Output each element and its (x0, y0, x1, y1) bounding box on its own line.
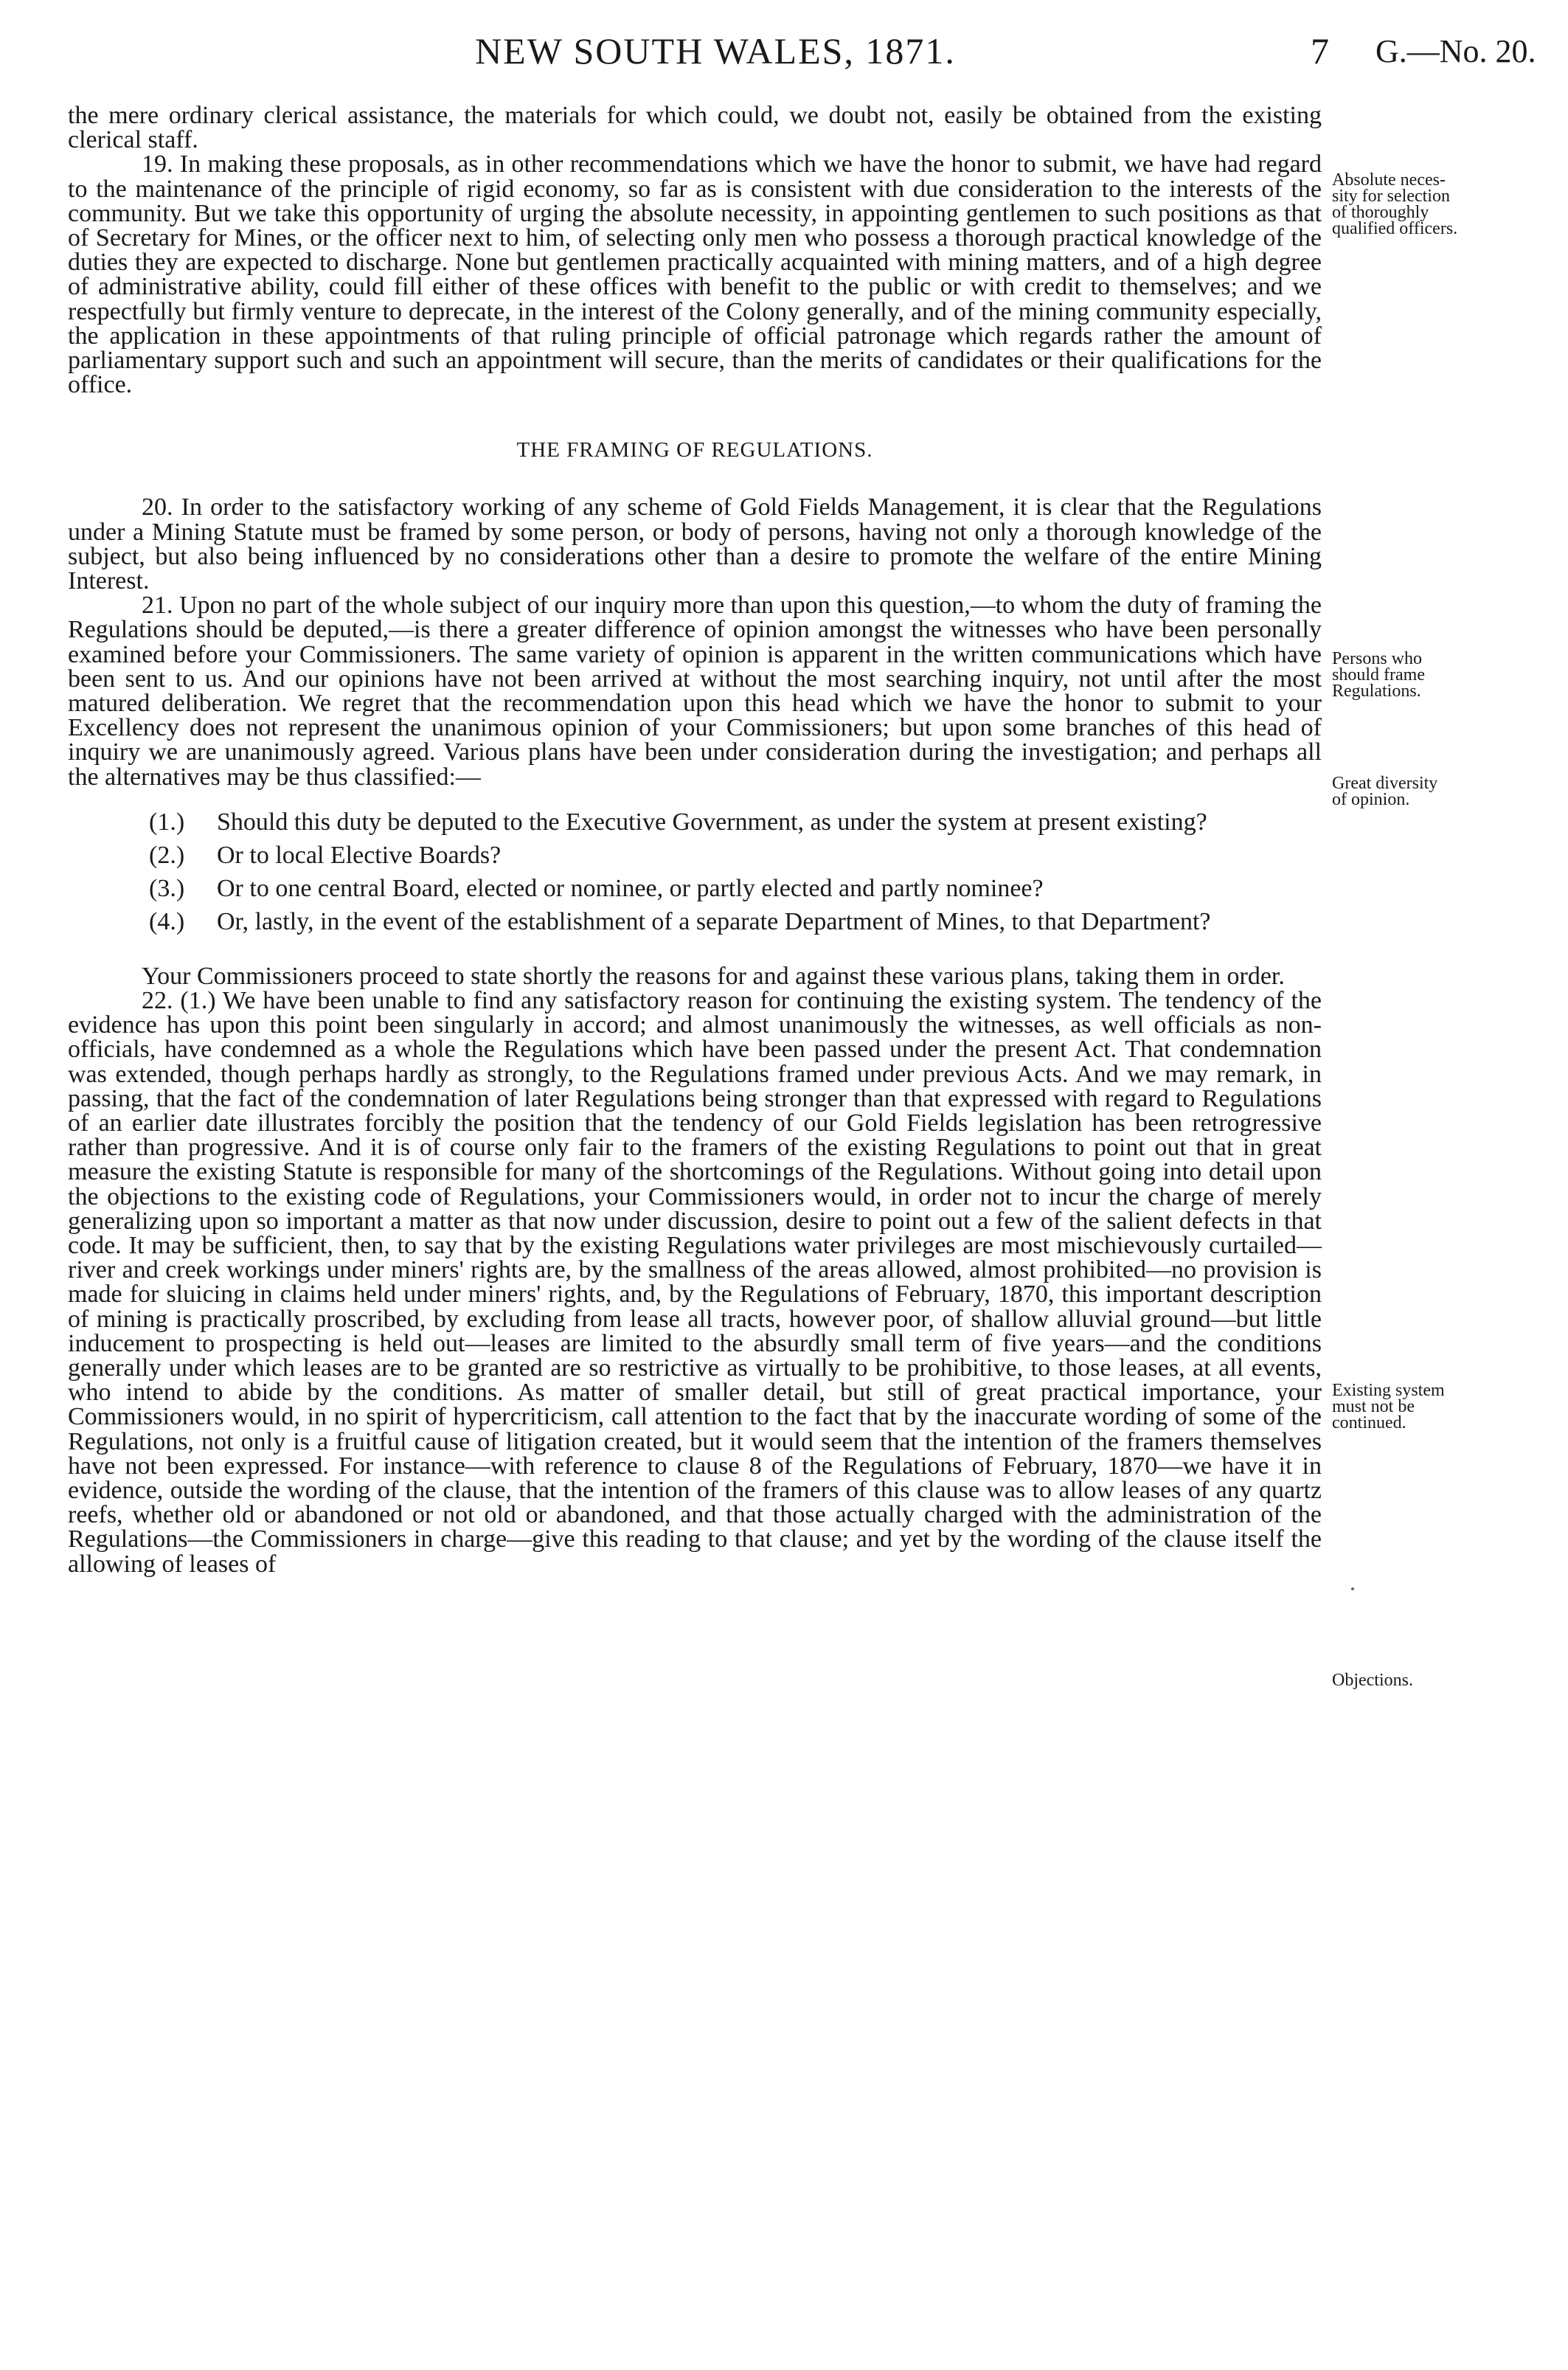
list-item-number: (3.) (149, 875, 185, 903)
paragraph-21: 21. Upon no part of the whole subject of our inquiry more than upon this question,—to whom the duty of framing the Regulations should be deputed,—is there a greater difference of opinion amongst the witnesses who have been personally examined before your Commissioners. The same variety of opinion is apparent in the written communications which have been sent to us. And our opinions have not been arrived at without the most searching inquiry, not until after the most matured deliberation. We regret that the recommendation upon this head which we have the honor to submit to your Excellency does not represent the unanimous opinion of your Commissioners; but upon some branches of this head of inquiry we are unanimously agreed. Various plans have been under consideration during the investigation; and perhaps all the alternatives may be thus classified:— (68, 592, 1322, 791)
page-header (0, 30, 1568, 81)
list-item (68, 842, 1322, 870)
document-reference: G.—No. 20. (1376, 33, 1536, 69)
paragraph-20: 20. In order to the satisfactory working of any scheme of Gold Fields Management, it is clear that the Regulations under a Mining Statute must be framed by some person, or body of persons, having not only a thorough knowledge of the subject, but also being influenced by no considerations other than a desire to promote the welfare of the entire Mining Interest. (68, 493, 1322, 595)
list-item-number: (4.) (149, 908, 185, 936)
margin-note-existing-system: Existing system must not be continued. (1332, 1381, 1445, 1432)
alternatives-list (68, 810, 1322, 935)
paragraph-22: 22. (1.) We have been unable to find any satisfactory reason for continuing the existing system. The tendency of the evidence has upon this point been singularly in accord; and almost unanimously the witnesses, as well officials as non-officials, have condemned as a whole the Regulations which have been passed under the present Act. That condemnation was extended, though perhaps hardly as strongly, to the Regulations framed under previous Acts. And we may remark, in passing, that the fact of the condemnation of later Regulations being stronger than that expressed with regard to Regulations of an earlier date illustrates forcibly the position that the tendency of our Gold Fields legislation has been retrogressive rather than progressive. And it is of course only fair to the framers of the existing Regulations to point out that in great measure the existing Statute is responsible for many of the shortcomings of the Regulations. Without going into detail upon the objections to the existing code of Regulations, your Commissioners would, in order not to incur the charge of merely generalizing upon so important a matter as that now under discussion, desire to point out a few of the salient defects in that code. It may be sufficient, then, to say that by the existing Regulations water privileges are most mischievously curtailed—river and creek workings under miners' rights are, by the smallness of the areas allowed, almost prohibited—no provision is made for sluicing in claims held under miners' rights, and, by the Regulations of February, 1870, this important description of mining is practically proscribed, by excluding from lease all tracts, however poor, of shallow alluvial ground—but little inducement to prospecting is held out—leases are limited to the absurdly small term of five years—and the conditions generally under which leases are to be granted are so restrictive as virtually to be prohibitive, to those leases, at all events, who intend to abide by the conditions. As matter of smaller detail, but still of great practical importance, your Commissioners would, in no spirit of hypercriticism, call attention to the fact that by the inaccurate wording of some of the Regulations, not only is a fruitful cause of litigation created, but it would seem that the intention of the framers themselves have not been expressed. For instance—with reference to clause 8 of the Regulations of February, 1870—we have it in evidence, outside the wording of the clause, that the intention of the framers of this clause was to allow leases of any quartz reefs, whether old or abandoned or not old or abandoned, and that those actually charged with the administration of the Regulations—the Commissioners in charge—give this reading to that clause; and yet by the wording of the clause itself the allowing of leases of (68, 986, 1322, 1578)
margin-note-diversity: Great diversity of opinion. (1332, 774, 1438, 809)
list-item-text: Or, lastly, in the event of the establishment of a separate Department of Mines, to that Department? (217, 908, 1211, 936)
margin-note-objections: Objections. (1332, 1671, 1413, 1690)
list-item-text: Should this duty be deputed to the Executive Government, as under the system at present existing? (217, 808, 1207, 836)
paragraph-proceed: Your Commissioners proceed to state shortly the reasons for and against these various plans, taking them in order. (142, 962, 1285, 990)
paragraph-continued: the mere ordinary clerical assistance, the materials for which could, we doubt not, easily be obtained from the existing clerical staff. (68, 102, 1322, 154)
body-text (68, 103, 1322, 1576)
ink-speck (1351, 1587, 1354, 1590)
list-item-text: Or to local Elective Boards? (217, 842, 502, 870)
list-item-text: Or to one central Board, elected or nominee, or partly elected and partly nominee? (217, 875, 1044, 903)
list-item-number: (1.) (149, 808, 185, 836)
paragraph-19: 19. In making these proposals, as in other recommendations which we have the honor to submit, we have had regard to the maintenance of the principle of rigid economy, so far as is consistent with due consideration to the interests of the community. But we take this opportunity of urging the absolute necessity, in appointing gentlemen to such positions as that of Secretary for Mines, or the officer next to him, of selecting only men who possess a thorough practical knowledge of the duties they are expected to discharge. None but gentlemen practically acquainted with mining matters, and of a high degree of administrative ability, could fill either of these offices with benefit to the public or with credit to themselves; and we respectfully but firmly venture to deprecate, in the interest of the Colony generally, and of the mining community especially, the application in these appointments of that ruling principle of official patronage which regards rather the amount of parliamentary support such and such an appointment will secure, than the merits of candidates or their qualifications for the office. (68, 150, 1322, 399)
page-number: 7 (1311, 30, 1329, 72)
list-item-number: (2.) (149, 842, 185, 870)
margin-note-absolute-necessity: Absolute neces- sity for selection of thoroughly qualified officers. (1332, 170, 1458, 238)
margin-note-persons-framing: Persons who should frame Regulations. (1332, 649, 1425, 701)
running-title: NEW SOUTH WALES, 1871. (475, 30, 956, 72)
section-heading: THE FRAMING OF REGULATIONS. (516, 438, 873, 462)
list-item (68, 876, 1322, 901)
list-item (68, 810, 1322, 834)
list-item (68, 909, 1322, 934)
